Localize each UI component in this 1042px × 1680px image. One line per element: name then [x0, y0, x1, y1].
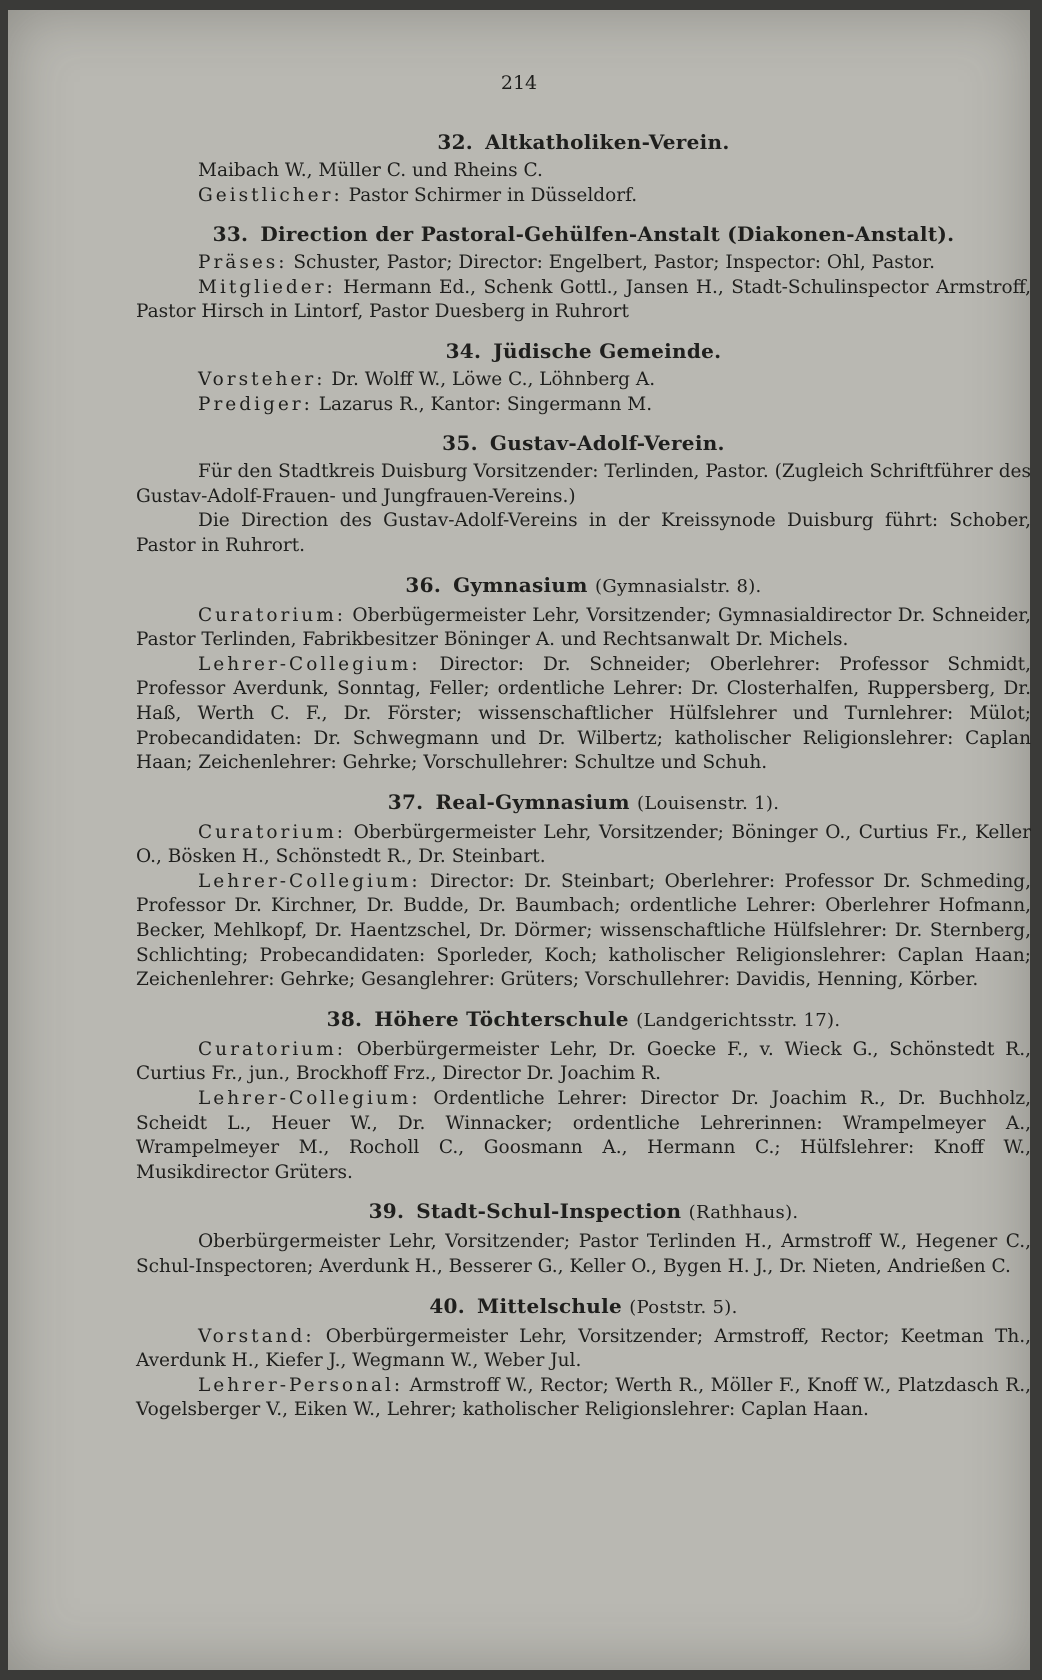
- entry-text: Oberbürgermeister Lehr, Vorsitzender; Böninger O., Curtius Fr., Keller O., Bösken H., Schönstedt R., Dr. Steinbart.: [136, 821, 1031, 868]
- section-number: 32.: [437, 130, 474, 154]
- page-content: [136, 128, 1031, 1435]
- section-address: (Louisenstr. 1).: [637, 792, 780, 814]
- section-title: Altkatholiken-Verein.: [485, 130, 730, 154]
- entry-label: Mitglieder:: [198, 276, 336, 298]
- section-35: [136, 429, 1031, 558]
- section-heading: [136, 1005, 1031, 1035]
- section-number: 39.: [368, 1199, 405, 1224]
- entry-text: Oberbürgermeister Lehr, Vorsitzender; Armstroff, Rector; Keetman Th., Averdunk H., Kiefer J., Wegmann W., Weber Jul.: [136, 1325, 1031, 1372]
- section-36: [136, 571, 1031, 776]
- entry-paragraph: [136, 460, 1031, 509]
- entry-paragraph: [136, 870, 1031, 993]
- entry-paragraph: [136, 393, 1031, 418]
- section-title: Jüdische Gemeinde.: [493, 338, 722, 363]
- entry-label: Lehrer-Collegium:: [198, 870, 421, 892]
- section-address: (Landgerichtsstr. 17).: [636, 1009, 841, 1031]
- entry-label: Prediger:: [198, 393, 313, 415]
- entry-paragraph: [136, 159, 1031, 184]
- section-address: (Rathhaus).: [688, 1202, 799, 1224]
- section-spacer: [136, 1280, 1031, 1292]
- entry-text: Oberbürgermeister Lehr, Dr. Goecke F., v. Wieck G., Schönstedt R., Curtius Fr., jun., Brockhoff Frz., Director Dr. Joachim R.: [136, 1038, 1031, 1085]
- section-37: [136, 788, 1031, 993]
- section-heading: [136, 571, 1031, 601]
- entry-text: Pastor Schirmer in Düsseldorf.: [342, 184, 638, 206]
- section-title: Real-Gymnasium: [435, 789, 630, 814]
- entry-label: Lehrer-Personal:: [198, 1374, 404, 1396]
- section-heading: [136, 1292, 1031, 1322]
- entry-text: Schuster, Pastor; Director: Engelbert, Pastor; Inspector: Ohl, Pastor.: [287, 252, 935, 274]
- entry-text: Director: Dr. Schneider; Oberlehrer: Professor Schmidt, Professor Averdunk, Sonntag, Feller; ordentliche Lehrer: Dr. Closterhalfen, Ruppersberg, Dr. Haß, Werth C. F., Dr. Förster; wissenschaftlicher Hülfslehrer und Turnlehrer: Mülot; Probecandidaten: Dr. Schwegmann und Dr. Wilbertz; katholischer Religionslehrer: Caplan Haan; Zeichenlehrer: Gehrke; Vorschullehrer: Schultze und Schuh.: [136, 653, 1031, 774]
- section-heading: [136, 220, 1031, 248]
- section-40: [136, 1292, 1031, 1423]
- section-title: Direction der Pastoral-Gehülfen-Anstalt (Diakonen-Anstalt).: [260, 222, 955, 247]
- section-number: 37.: [387, 789, 424, 814]
- section-number: 34.: [445, 338, 482, 363]
- entry-paragraph: [136, 368, 1031, 393]
- entry-paragraph: [136, 1325, 1031, 1374]
- entry-text: Die Direction des Gustav-Adolf-Vereins in der Kreissynode Duisburg führt: Schober, Pastor in Ruhrort.: [136, 510, 1031, 556]
- entry-text: Lazarus R., Kantor: Singermann M.: [312, 393, 653, 415]
- section-number: 33.: [212, 222, 249, 247]
- entry-paragraph: [136, 1374, 1031, 1423]
- section-spacer: [136, 208, 1031, 220]
- section-38: [136, 1005, 1031, 1186]
- section-spacer: [136, 417, 1031, 429]
- section-address: (Poststr. 5).: [629, 1296, 738, 1318]
- entry-paragraph: [136, 1038, 1031, 1087]
- section-title: Höhere Töchterschule: [374, 1006, 629, 1031]
- entry-paragraph: [136, 509, 1031, 558]
- section-32: [136, 128, 1031, 208]
- section-spacer: [136, 993, 1031, 1005]
- entry-paragraph: [136, 1087, 1031, 1185]
- entry-text: Ordentliche Lehrer: Director Dr. Joachim R., Dr. Buchholz, Scheidt L., Heuer W., Dr. Winnacker; ordentliche Lehrerinnen: Wrampelmeyer A., Wrampelmeyer M., Rocholl C., Goosmann A., Hermann C.; Hülfslehrer: Knoff W., Musikdirector Grüters.: [136, 1088, 1031, 1183]
- entry-text: Hermann Ed., Schenk Gottl., Jansen H., Stadt-Schulinspector Armstroff, Pastor Hirsch in Lintorf, Pastor Duesberg in Ruhrort: [136, 276, 1031, 323]
- section-heading: [136, 788, 1031, 818]
- entry-paragraph: [136, 184, 1031, 209]
- entry-text: Director: Dr. Steinbart; Oberlehrer: Professor Dr. Schmeding, Professor Dr. Kirchner, Dr. Budde, Dr. Baumbach; ordentliche Lehrer: Oberlehrer Hofmann, Becker, Mehlkopf, Dr. Haentzschel, Dr. Dörmer; wissenschaftliche Hülfslehrer: Dr. Sternberg, Schlichting; Probecandidaten: Sporleder, Koch; katholischer Religionslehrer: Caplan Haan; Zeichenlehrer: Gehrke; Gesanglehrer: Grüters; Vorschullehrer: Davidis, Henning, Körber.: [136, 870, 1031, 991]
- entry-text: Dr. Wolff W., Löwe C., Löhnberg A.: [325, 368, 656, 390]
- entry-text: Armstroff W., Rector; Werth R., Möller F., Knoff W., Platzdasch R., Vogelsberger V., Eiken W., Lehrer; katholischer Religionslehrer: Caplan Haan.: [136, 1374, 1031, 1421]
- section-33: [136, 220, 1031, 325]
- entry-paragraph: [136, 251, 1031, 276]
- section-spacer: [136, 776, 1031, 788]
- entry-label: Präses:: [198, 252, 288, 274]
- section-spacer: [136, 1185, 1031, 1197]
- entry-paragraph: [136, 653, 1031, 776]
- section-title: Stadt-Schul-Inspection: [416, 1199, 682, 1224]
- section-39: [136, 1197, 1031, 1279]
- document-page: [8, 10, 1030, 1670]
- section-spacer: [136, 1423, 1031, 1435]
- entry-text: Für den Stadtkreis Duisburg Vorsitzender: Terlinden, Pastor. (Zugleich Schriftführer des Gustav-Adolf-Frauen- und Jungfrauen-Vereins.): [136, 461, 1031, 507]
- entry-text: Oberbügermeister Lehr, Vorsitzender; Gymnasialdirector Dr. Schneider, Pastor Terlinden, Fabrikbesitzer Böninger A. und Rechtsanwalt Dr. Michels.: [136, 604, 1031, 651]
- entry-label: Vorsteher:: [198, 368, 326, 390]
- entry-label: Curatorium:: [198, 821, 346, 843]
- section-heading: [136, 1197, 1031, 1227]
- entry-label: Geistlicher:: [198, 184, 343, 206]
- section-heading: [136, 337, 1031, 365]
- entry-label: Curatorium:: [198, 604, 346, 626]
- entry-label: Lehrer-Collegium:: [198, 653, 421, 675]
- section-title: Gustav-Adolf-Verein.: [489, 431, 725, 456]
- section-34: [136, 337, 1031, 417]
- entry-label: Curatorium:: [198, 1038, 346, 1060]
- entry-label: Vorstand:: [198, 1325, 315, 1347]
- entry-paragraph: [136, 276, 1031, 325]
- page-number: 214: [500, 72, 538, 94]
- section-number: 35.: [442, 431, 478, 456]
- entry-paragraph: [136, 604, 1031, 653]
- section-heading: [136, 128, 1031, 156]
- section-spacer: [136, 559, 1031, 571]
- entry-label: Lehrer-Collegium:: [198, 1088, 421, 1110]
- entry-text: Oberbürgermeister Lehr, Vorsitzender; Pastor Terlinden H., Armstroff W., Hegener C., Schul-Inspectoren; Averdunk H., Besserer G., Keller O., Bygen H. J., Dr. Nieten, Andrießen C.: [136, 1231, 1031, 1277]
- section-title: Mittelschule: [477, 1293, 623, 1318]
- entry-text: Maibach W., Müller C. und Rheins C.: [198, 160, 543, 181]
- section-number: 36.: [405, 572, 442, 597]
- section-heading: [136, 429, 1031, 457]
- entry-paragraph: [136, 821, 1031, 870]
- section-address: (Gymnasialstr. 8).: [595, 575, 762, 597]
- section-number: 38.: [326, 1006, 363, 1031]
- section-spacer: [136, 325, 1031, 337]
- entry-paragraph: [136, 1230, 1031, 1279]
- section-number: 40.: [429, 1293, 466, 1318]
- section-title: Gymnasium: [453, 572, 588, 597]
